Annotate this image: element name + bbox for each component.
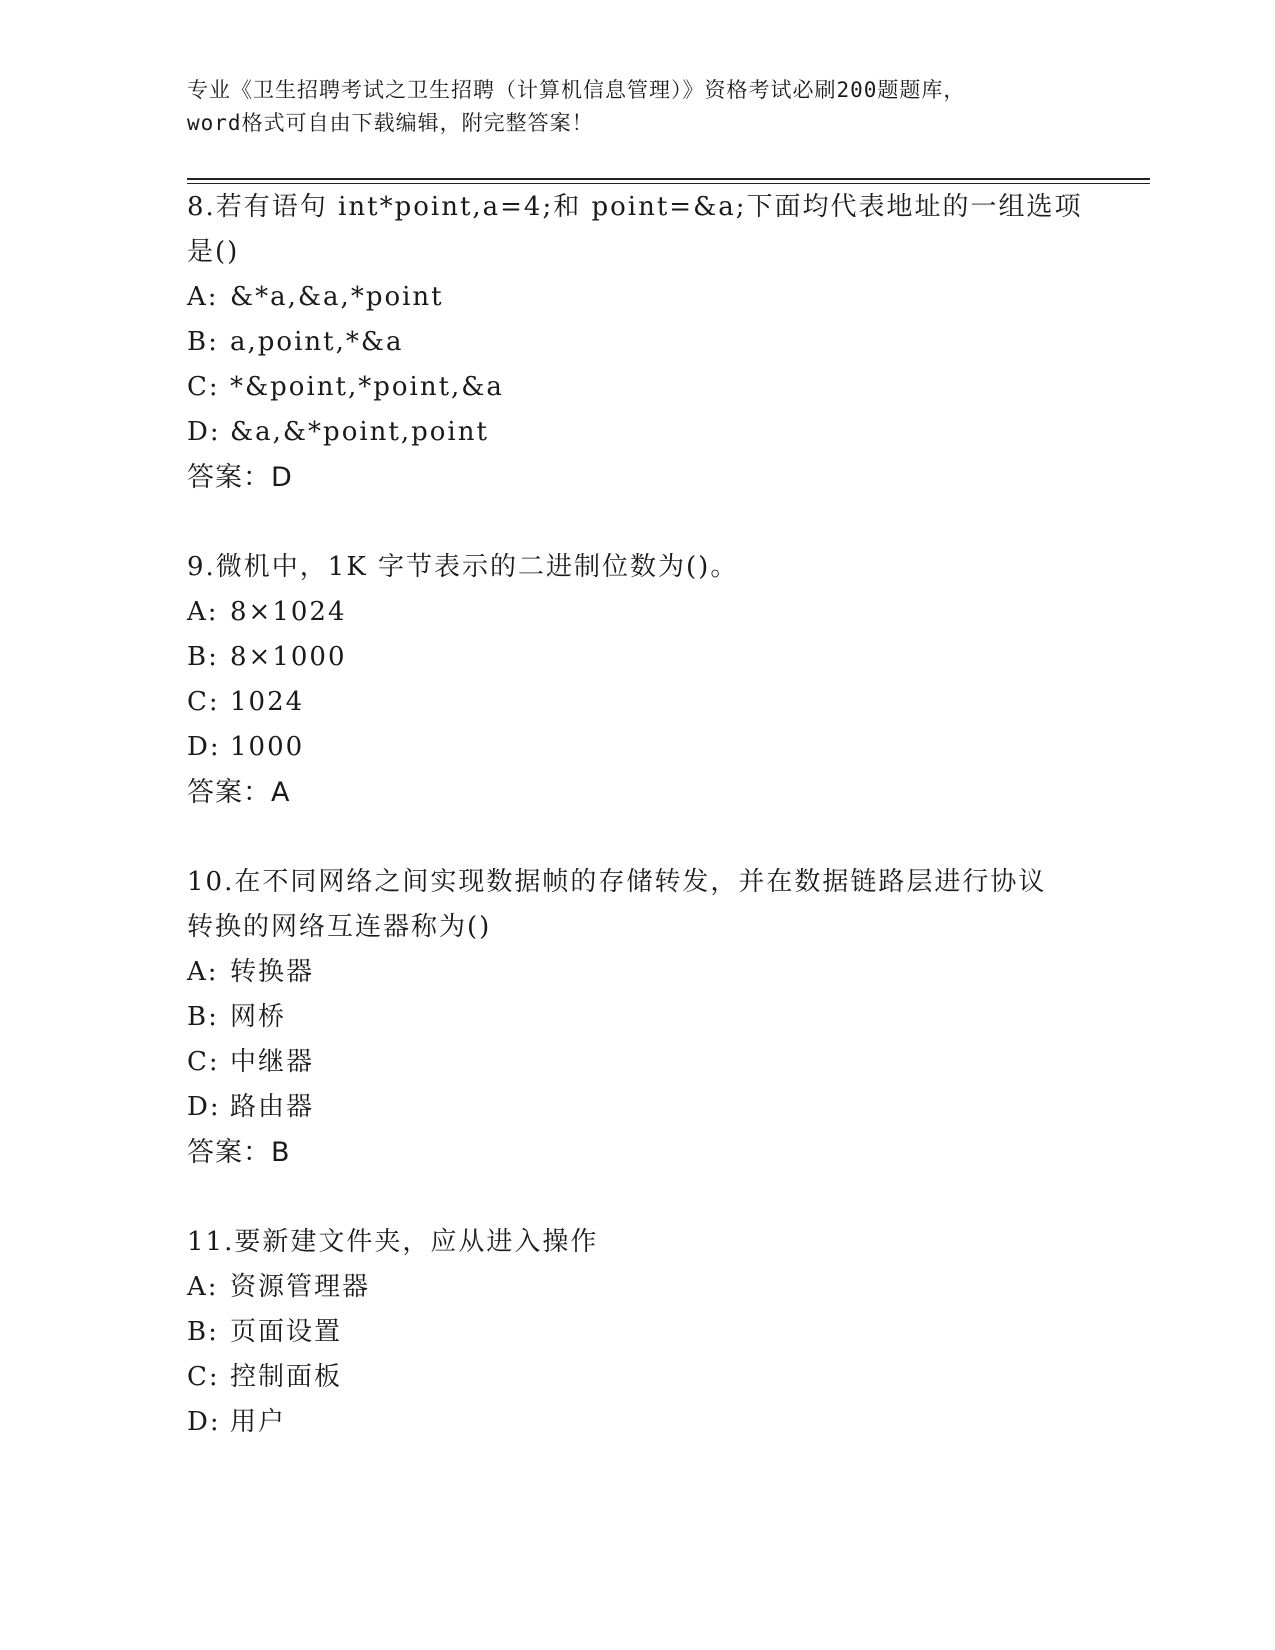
option-key: B: [187, 1317, 219, 1347]
option-text: 路由器 [230, 1092, 315, 1122]
question-9-stem [187, 545, 1087, 590]
question-9-option-b [187, 635, 347, 680]
option-key: D: [187, 1407, 221, 1437]
option-key: B: [187, 327, 219, 357]
option-text: *&point,*point,&a [230, 372, 504, 402]
question-8-option-d [187, 410, 489, 455]
question-9-answer: 答案：A [187, 777, 291, 808]
option-text: 控制面板 [230, 1362, 343, 1392]
question-10-option-a [187, 950, 314, 995]
option-key: C: [187, 1047, 220, 1077]
header-divider-thick [187, 178, 1150, 180]
option-text: 资源管理器 [230, 1272, 371, 1302]
question-9-option-c [187, 680, 304, 725]
question-11-option-d [187, 1400, 286, 1445]
header-line-2: word格式可自由下载编辑，附完整答案！ [187, 111, 594, 135]
question-10-answer: 答案：B [187, 1137, 291, 1168]
question-8-option-a [187, 275, 444, 320]
question-8-option-b [187, 320, 403, 365]
option-text: 中继器 [230, 1047, 315, 1077]
question-stem-line: 8.若有语句 int*point,a=4;和 point=&a;下面均代表地址的一组选项 [187, 192, 1083, 222]
option-text: 8×1024 [230, 597, 347, 627]
option-key: A: [187, 282, 219, 312]
option-text: 转换器 [230, 957, 315, 987]
question-10-option-c [187, 1040, 314, 1085]
option-text: 8×1000 [230, 642, 347, 672]
question-10-option-d [187, 1085, 314, 1130]
option-key: C: [187, 1362, 220, 1392]
option-text: 页面设置 [230, 1317, 343, 1347]
option-text: 1024 [230, 687, 305, 717]
option-text: &*a,&a,*point [230, 282, 444, 312]
option-key: B: [187, 642, 219, 672]
question-11-option-b [187, 1310, 342, 1355]
document-header [187, 74, 1087, 140]
option-key: D: [187, 417, 221, 447]
question-9-option-a [187, 590, 347, 635]
option-text: a,point,*&a [230, 327, 404, 357]
question-9-option-d [187, 725, 304, 770]
option-text: 网桥 [230, 1002, 287, 1032]
question-11-option-a [187, 1265, 370, 1310]
question-8-option-c [187, 365, 504, 410]
option-text: &a,&*point,point [230, 417, 489, 447]
option-key: C: [187, 687, 220, 717]
question-stem-line: 9.微机中，1K 字节表示的二进制位数为()。 [187, 552, 739, 582]
option-text: 用户 [230, 1407, 287, 1437]
question-11-stem [187, 1220, 1087, 1265]
option-key: D: [187, 1092, 221, 1122]
question-8-answer: 答案：D [187, 462, 293, 493]
option-key: B: [187, 1002, 219, 1032]
question-stem-line: 11.要新建文件夹，应从进入操作 [187, 1227, 599, 1257]
question-stem-line: 10.在不同网络之间实现数据帧的存储转发，并在数据链路层进行协议 [187, 867, 1047, 897]
question-10-option-b [187, 995, 286, 1040]
option-key: A: [187, 1272, 219, 1302]
option-key: C: [187, 372, 220, 402]
question-10-stem [187, 860, 1087, 950]
option-key: A: [187, 597, 219, 627]
option-key: A: [187, 957, 219, 987]
header-line-1: 专业《卫生招聘考试之卫生招聘（计算机信息管理）》资格考试必刷200题题库， [187, 78, 966, 102]
header-divider-thin [187, 183, 1150, 184]
option-key: D: [187, 732, 221, 762]
question-11-option-c [187, 1355, 342, 1400]
question-stem-line: 是() [187, 237, 240, 267]
question-8-stem [187, 185, 1087, 275]
option-text: 1000 [230, 732, 305, 762]
question-stem-line: 转换的网络互连器称为() [187, 912, 492, 942]
